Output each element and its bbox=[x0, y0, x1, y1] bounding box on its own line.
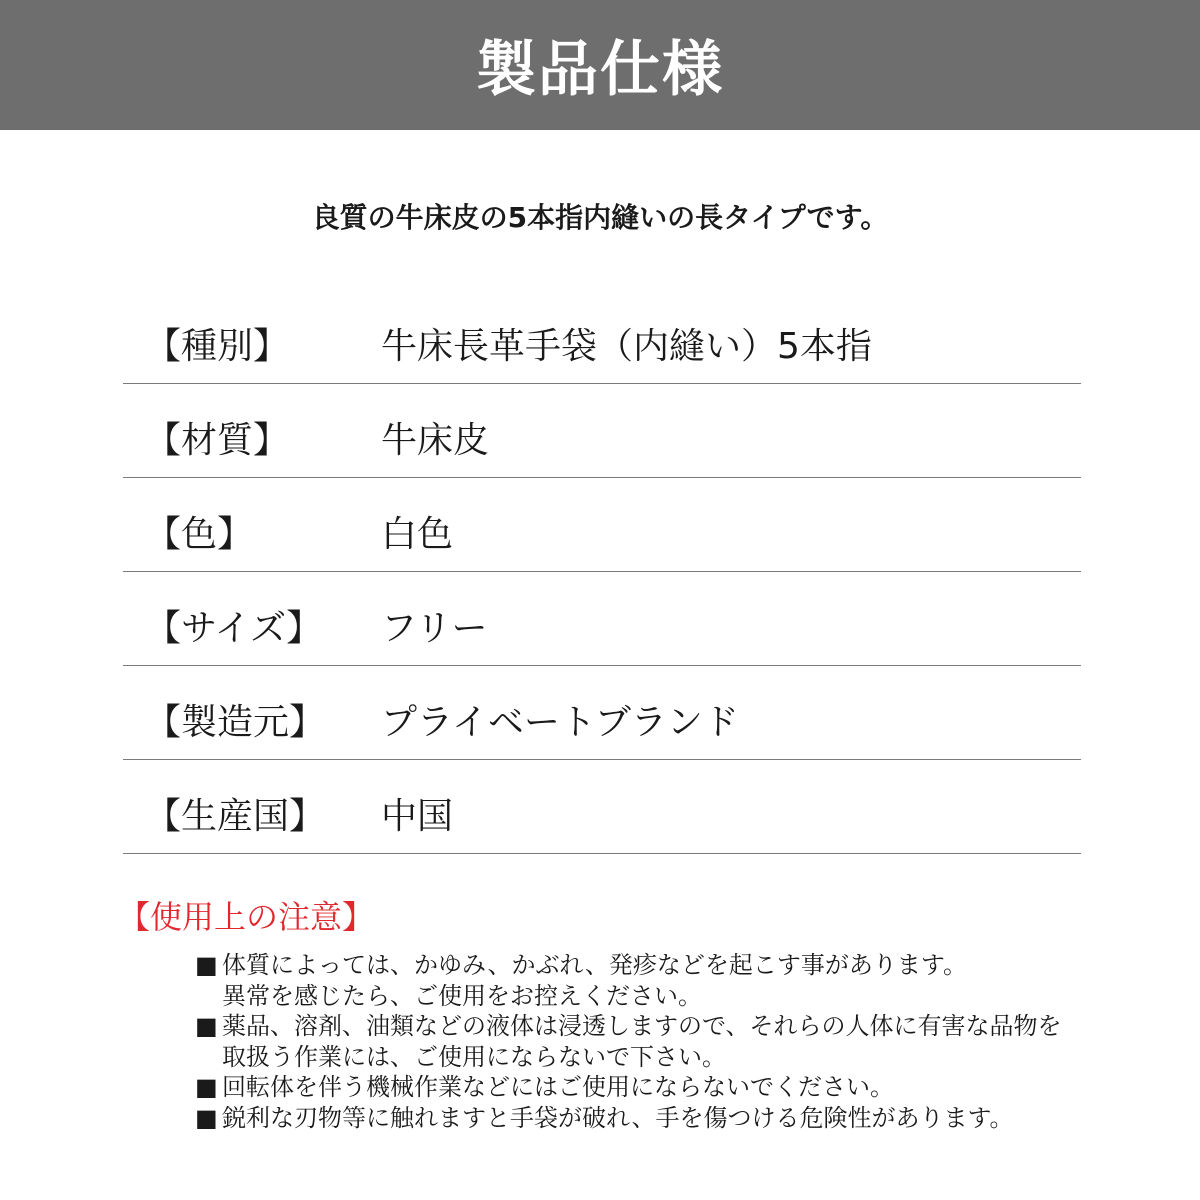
spec-row-material bbox=[123, 384, 1081, 478]
square-bullet-icon: ■ bbox=[195, 951, 218, 979]
spec-label: 【材質】 bbox=[145, 420, 290, 461]
spec-row-color bbox=[123, 478, 1081, 572]
spec-value: フリー bbox=[381, 608, 488, 649]
spec-row-type bbox=[123, 290, 1081, 384]
square-bullet-icon: ■ bbox=[195, 1103, 218, 1132]
square-bullet-icon: ■ bbox=[195, 1012, 218, 1040]
caution-list bbox=[195, 950, 1095, 1133]
spec-value: 牛床長革手袋（内縫い）5本指 bbox=[381, 326, 872, 367]
caution-line: 鋭利な刃物等に触れますと手袋が破れ、手を傷つける危険性があります。 bbox=[222, 1103, 1014, 1132]
caution-line: 回転体を伴う機械作業などにはご使用にならないでください。 bbox=[222, 1073, 894, 1101]
caution-line: 取扱う作業には、ご使用にならないで下さい。 bbox=[222, 1042, 726, 1071]
spec-label: 【生産国】 bbox=[145, 796, 326, 837]
square-bullet-icon: ■ bbox=[195, 1073, 218, 1101]
caution-item bbox=[195, 1103, 1095, 1134]
caution-heading: 【使用上の注意】 bbox=[118, 898, 375, 936]
spec-value: 白色 bbox=[381, 514, 454, 555]
caution-item bbox=[195, 950, 1095, 1011]
spec-row-size bbox=[123, 572, 1081, 666]
spec-row-origin bbox=[123, 760, 1081, 854]
spec-label: 【色】 bbox=[145, 514, 254, 555]
spec-table bbox=[123, 290, 1081, 854]
intro-text: 良質の牛床皮の5本指内縫いの長タイプです。 bbox=[311, 201, 889, 234]
header-banner bbox=[0, 0, 1200, 130]
spec-value: 中国 bbox=[381, 796, 454, 837]
spec-label: 【サイズ】 bbox=[145, 608, 323, 649]
caution-line: 薬品、溶剤、油類などの液体は浸透しますので、それらの人体に有害な品物を bbox=[222, 1012, 1062, 1040]
spec-value: プライベートブランド bbox=[381, 702, 739, 743]
spec-row-manufacturer bbox=[123, 666, 1081, 760]
caution-item bbox=[195, 1072, 1095, 1103]
spec-value: 牛床皮 bbox=[381, 420, 490, 461]
page-title: 製品仕様 bbox=[476, 35, 724, 105]
caution-line: 体質によっては、かゆみ、かぶれ、発疹などを起こす事があります。 bbox=[222, 951, 967, 979]
caution-line: 異常を感じたら、ご使用をお控えください。 bbox=[222, 981, 702, 1010]
caution-item bbox=[195, 1011, 1095, 1072]
spec-label: 【製造元】 bbox=[145, 702, 326, 743]
spec-label: 【種別】 bbox=[145, 326, 290, 367]
